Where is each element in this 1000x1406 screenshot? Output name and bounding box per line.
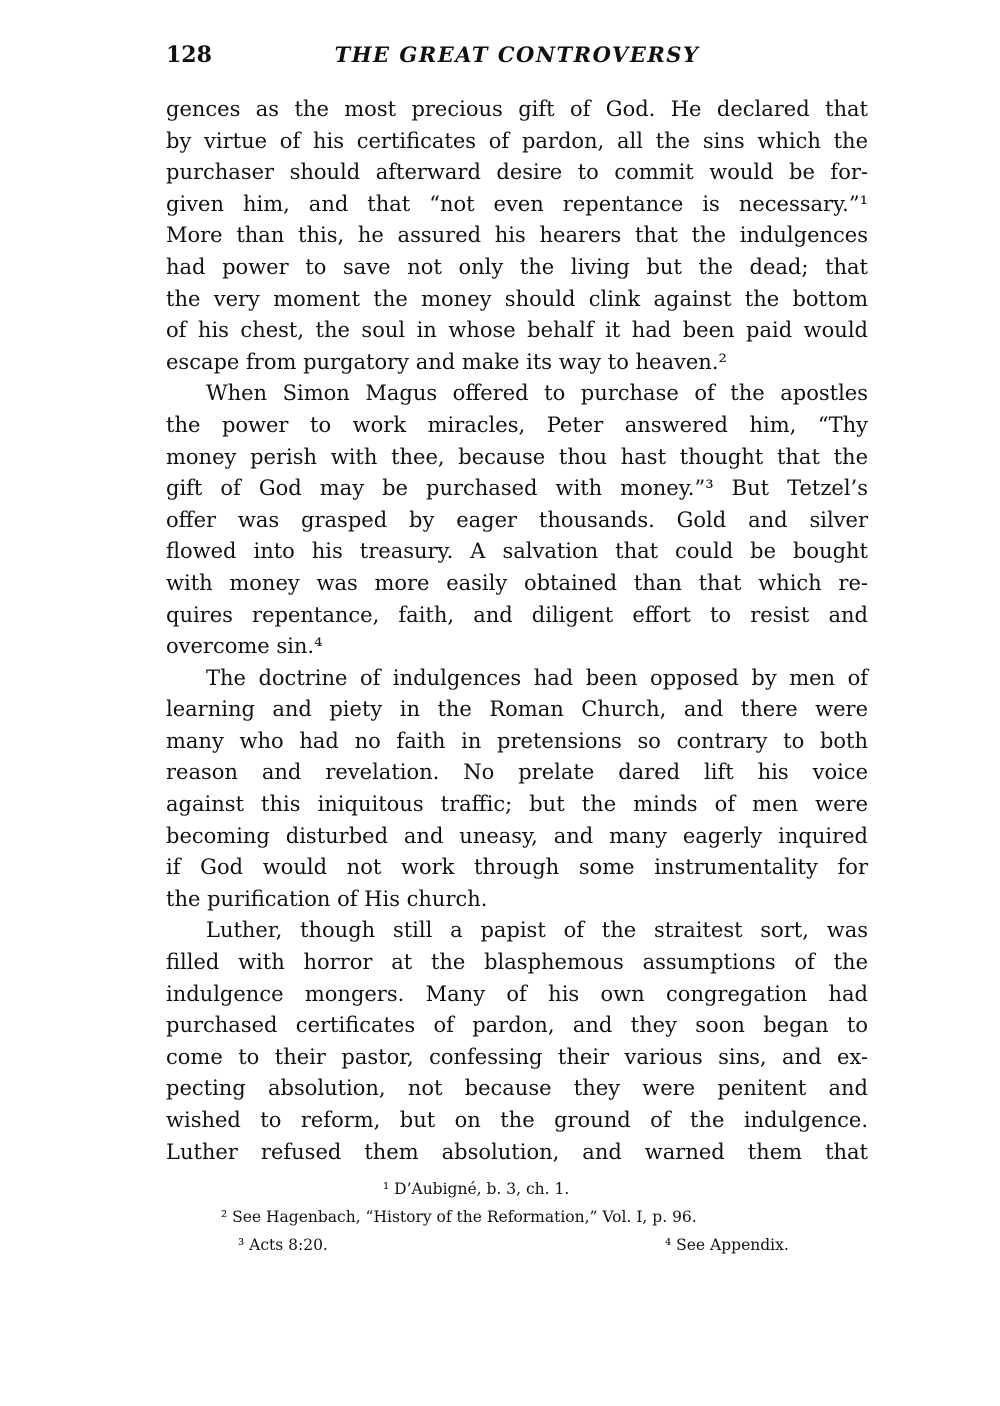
text-line: the power to work miracles, Peter answered him, “Thy <box>166 412 868 437</box>
text-line: with money was more easily obtained than that which re- <box>166 570 868 595</box>
text-line: filled with horror at the blasphemous assumptions of the <box>166 950 868 975</box>
text-line: Luther refused them absolution, and warned them that <box>166 1139 868 1164</box>
text-line: the very moment the money should clink against the bottom <box>166 286 868 311</box>
text-line: wished to reform, but on the ground of the indulgence. <box>166 1108 868 1132</box>
text-line: Luther, though still a papist of the straitest sort, was <box>206 918 868 943</box>
text-line: The doctrine of indulgences had been opposed by men of <box>206 665 868 690</box>
text-line: When Simon Magus offered to purchase of the apostles <box>206 381 868 406</box>
text-line: escape from purgatory and make its way to heaven.² <box>166 349 727 374</box>
text-line: purchaser should afterward desire to commit would be for- <box>166 160 868 185</box>
text-line: many who had no faith in pretensions so contrary to both <box>166 728 868 753</box>
paragraph <box>166 663 868 916</box>
text-line: overcome sin.⁴ <box>166 634 323 659</box>
footnote-2: ² See Hagenbach, “History of the Reformation,” Vol. I, p. 96. <box>221 1208 697 1226</box>
text-line: quires repentance, faith, and diligent effort to resist and <box>166 602 868 627</box>
text-line: becoming disturbed and uneasy, and many eagerly inquired <box>166 823 868 848</box>
paragraph <box>166 915 868 1168</box>
text-line: offer was grasped by eager thousands. Gold and silver <box>166 507 868 532</box>
text-line: had power to save not only the living but the dead; that <box>166 254 868 279</box>
page-number: 128 <box>166 42 212 68</box>
text-line: if God would not work through some instrumentality for <box>166 855 868 880</box>
text-line: flowed into his treasury. A salvation that could be bought <box>166 539 868 564</box>
body-text <box>166 94 868 1168</box>
text-line: learning and piety in the Roman Church, and there were <box>166 697 868 722</box>
text-line: against this iniquitous traffic; but the minds of men were <box>166 792 868 817</box>
text-line: gift of God may be purchased with money.”³ But Tetzel’s <box>166 476 868 501</box>
text-line: by virtue of his certificates of pardon, all the sins which the <box>166 128 868 153</box>
footnote-1: ¹ D’Aubigné, b. 3, ch. 1. <box>383 1180 570 1198</box>
paragraph <box>166 94 868 378</box>
text-line: money perish with thee, because thou hast thought that the <box>166 444 868 469</box>
text-line: of his chest, the soul in whose behalf it had been paid would <box>166 318 868 343</box>
text-line: come to their pastor, confessing their various sins, and ex- <box>166 1044 868 1069</box>
text-line: given him, and that “not even repentance is necessary.”¹ <box>166 191 868 216</box>
footnote-3: ³ Acts 8:20. <box>238 1236 328 1254</box>
text-line: reason and revelation. No prelate dared lift his voice <box>166 760 868 785</box>
running-title: THE GREAT CONTROVERSY <box>334 42 700 67</box>
text-line: purchased certificates of pardon, and they soon began to <box>166 1013 868 1038</box>
text-line: gences as the most precious gift of God. He declared that <box>166 97 868 121</box>
text-line: More than this, he assured his hearers that the indulgences <box>166 223 868 248</box>
text-line: the purification of His church. <box>166 886 488 911</box>
text-line: indulgence mongers. Many of his own congregation had <box>166 981 868 1006</box>
paragraph <box>166 378 868 662</box>
footnote-4: ⁴ See Appendix. <box>665 1236 789 1254</box>
text-line: pecting absolution, not because they were penitent and <box>166 1076 868 1101</box>
